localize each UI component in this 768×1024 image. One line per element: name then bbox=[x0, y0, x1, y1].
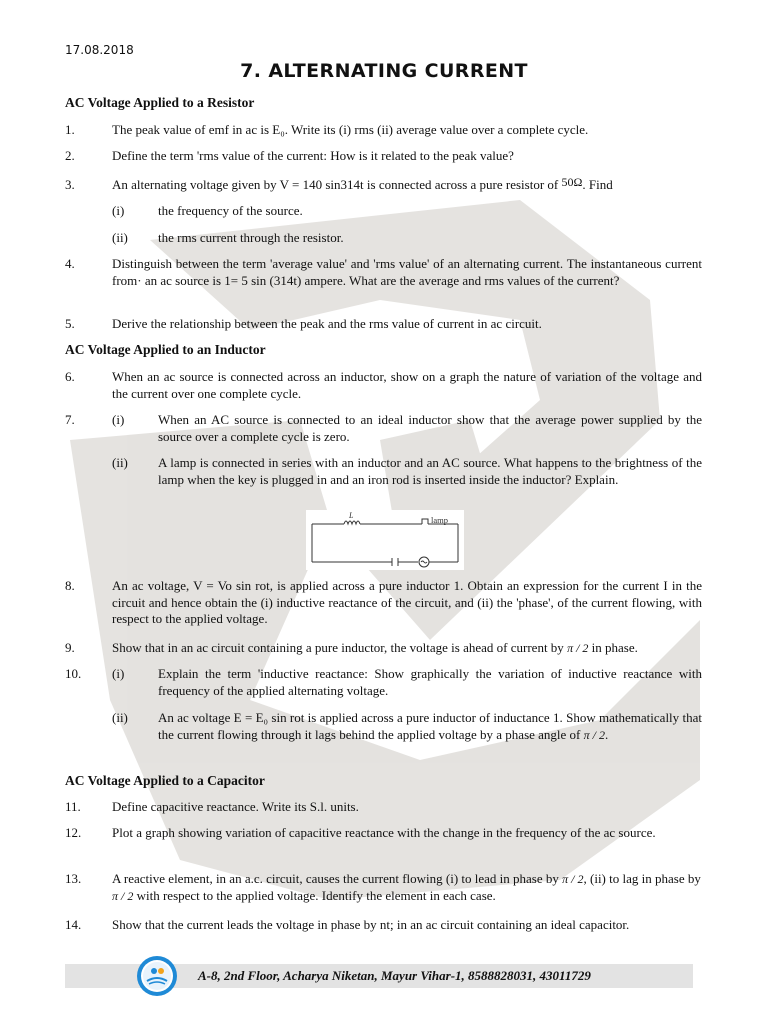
question-number: 13. bbox=[65, 871, 82, 886]
part-text: A lamp is connected in series with an inductor and an AC source. What happens to the brightness of the lamp when the key is plugged in and an iron rod is inserted inside the inductor? Explain. bbox=[158, 455, 702, 487]
inductor-label: L bbox=[349, 511, 354, 520]
footer-address: A-8, 2nd Floor, Acharya Niketan, Mayur Vihar-1, 8588828031, 43011729 bbox=[198, 968, 591, 983]
question-text: Derive the relationship between the peak and the rms value of current in ac circuit. bbox=[112, 316, 542, 331]
section-heading-resistor: AC Voltage Applied to a Resistor bbox=[65, 95, 255, 110]
question-text: Define the term 'rms value of the current: How is it related to the peak value? bbox=[112, 148, 514, 163]
question-text: Plot a graph showing variation of capacitive reactance with the change in the frequency of the ac source. bbox=[112, 825, 656, 840]
part-text: the rms current through the resistor. bbox=[158, 230, 344, 245]
part-label: (ii) bbox=[112, 455, 128, 470]
question-number: 9. bbox=[65, 640, 75, 655]
section-heading-inductor: AC Voltage Applied to an Inductor bbox=[65, 342, 266, 357]
part-label: (ii) bbox=[112, 230, 128, 245]
lamp-label: lamp bbox=[431, 515, 448, 525]
inductor-lamp-circuit-diagram bbox=[306, 510, 464, 570]
part-label: (ii) bbox=[112, 710, 128, 725]
question-text: A reactive element, in an a.c. circuit, causes the current flowing (i) to lead in phase by π / 2, (ii) to lag in phase by π / 2 with respect to the applied voltage. Identify the element in each case. bbox=[112, 871, 701, 903]
part-label: (i) bbox=[112, 666, 125, 681]
resistance-value: 50Ω bbox=[561, 175, 583, 189]
section-heading-capacitor: AC Voltage Applied to a Capacitor bbox=[65, 773, 265, 788]
question-text: An ac voltage, V = Vo sin rot, is applied across a pure inductor 1. Obtain an expression for the current I in the circuit and hence obtain the (i) inductive reactance of the circuit, and (ii) the 'phase', of the current flowing, with respect to the applied voltage. bbox=[112, 578, 702, 626]
part-label: (i) bbox=[112, 412, 125, 427]
question-number: 5. bbox=[65, 316, 75, 331]
question-text: Define capacitive reactance. Write its S.l. units. bbox=[112, 799, 359, 814]
date: 17.08.2018 bbox=[65, 43, 134, 57]
part-text: When an AC source is connected to an ideal inductor show that the average power supplied by the source over a complete cycle is zero. bbox=[158, 412, 702, 444]
question-number: 3. bbox=[65, 177, 75, 192]
question-text: Distinguish between the term 'average value' and 'rms value' of an alternating current. The instantaneous current from· an ac source is 1= 5 sin (314t) ampere. What are the average and rms values of the current? bbox=[112, 256, 702, 288]
part-text: the frequency of the source. bbox=[158, 203, 303, 218]
question-number: 2. bbox=[65, 148, 75, 163]
part-label: (i) bbox=[112, 203, 125, 218]
question-text: Show that in an ac circuit containing a pure inductor, the voltage is ahead of current by π / 2 in phase. bbox=[112, 640, 638, 655]
pi-over-2: π / 2 bbox=[112, 888, 134, 903]
question-number: 7. bbox=[65, 412, 75, 427]
question-number: 1. bbox=[65, 122, 75, 137]
pi-over-2: π / 2 bbox=[567, 641, 589, 655]
question-number: 12. bbox=[65, 825, 82, 840]
question-text: When an ac source is connected across an inductor, show on a graph the nature of variation of the voltage and the current over one complete cycle. bbox=[112, 369, 702, 401]
pi-over-2: π / 2 bbox=[583, 727, 605, 742]
part-text: Explain the term 'inductive reactance: Show graphically the variation of inductive reactance with frequency of the applied alternating voltage. bbox=[158, 666, 702, 698]
institute-logo-icon bbox=[136, 955, 178, 997]
question-number: 11. bbox=[65, 799, 81, 814]
part-text: An ac voltage E = E₀ sin rot is applied across a pure inductor of inductance 1. Show mathematically that the current flowing through it lags behind the applied voltage by a phase angle of π / 2. bbox=[158, 710, 702, 742]
question-number: 8. bbox=[65, 578, 75, 593]
question-number: 4. bbox=[65, 256, 75, 271]
question-text: An alternating voltage given by V = 140 sin314t is connected across a pure resistor of 50Ω. Find bbox=[112, 175, 613, 192]
page-title: 7. ALTERNATING CURRENT bbox=[240, 60, 528, 82]
question-text: Show that the current leads the voltage in phase by nt; in an ac circuit containing an ideal capacitor. bbox=[112, 917, 630, 932]
question-number: 10. bbox=[65, 666, 82, 681]
question-number: 14. bbox=[65, 917, 82, 932]
question-number: 6. bbox=[65, 369, 75, 384]
question-text: The peak value of emf in ac is E₀. Write its (i) rms (ii) average value over a complete cycle. bbox=[112, 122, 589, 137]
pi-over-2: π / 2 bbox=[562, 872, 584, 886]
